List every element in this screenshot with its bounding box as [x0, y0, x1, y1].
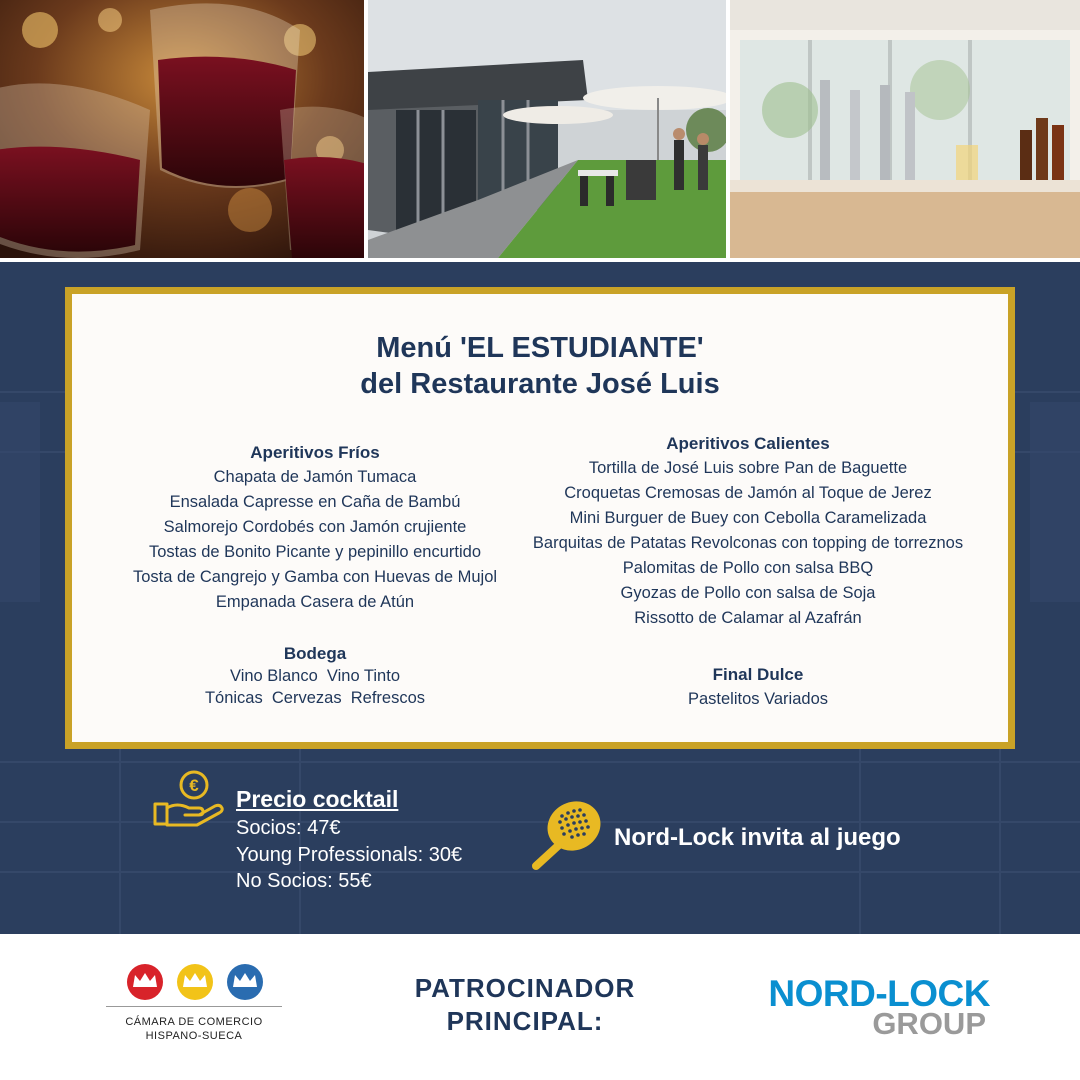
bodega-section: [92, 643, 538, 709]
menu-item: Tostas de Bonito Picante y pepinillo encurtido: [148, 543, 482, 561]
bodega-line: Vino Blanco Vino Tinto: [229, 667, 400, 685]
menu-item: Rissotto de Calamar al Azafrán: [634, 609, 862, 627]
bodega-heading: Bodega: [283, 644, 347, 663]
menu-item: Chapata de Jamón Tumaca: [213, 468, 417, 486]
menu-title: [72, 330, 1008, 402]
sponsor-label: [380, 972, 670, 1038]
bodega-line: Tónicas Cervezas Refrescos: [204, 689, 426, 707]
camara-crowns-logo: [125, 962, 265, 1002]
photo-strip: [0, 0, 1080, 258]
menu-item: Pastelitos Variados: [687, 690, 829, 708]
padel-racket-icon: [526, 800, 606, 874]
menu-title-line2: del Restaurante José Luis: [360, 368, 720, 400]
price-no-socios: No Socios: 55€: [236, 870, 372, 892]
price-block: [236, 783, 462, 895]
menu-item: Tortilla de José Luis sobre Pan de Baguette: [588, 459, 908, 477]
sponsor-line1: PATROCINADOR: [414, 973, 636, 1003]
sponsor-line2: PRINCIPAL:: [446, 1006, 604, 1036]
menu-item: Empanada Casera de Atún: [215, 593, 415, 611]
aperitivos-frios-heading: Aperitivos Fríos: [250, 443, 380, 462]
final-dulce-section: [508, 663, 1008, 711]
menu-item: Barquitas de Patatas Revolconas con topping de torreznos: [532, 534, 964, 552]
menu-item: Palomitas de Pollo con salsa BBQ: [622, 559, 874, 577]
menu-card: [65, 287, 1015, 749]
camara-comercio-text: [106, 1015, 282, 1043]
menu-item: Tosta de Cangrejo y Gamba con Huevas de Mujol: [132, 568, 498, 586]
nord-lock-logo-bottom: GROUP: [872, 1006, 986, 1041]
camara-line2: HISPANO-SUECA: [145, 1030, 243, 1042]
nord-lock-logo-top: NORD-LOCK: [768, 973, 990, 1014]
aperitivos-frios-section: [92, 441, 538, 615]
price-socios: Socios: 47€: [236, 817, 341, 839]
menu-item: Mini Burguer de Buey con Cebolla Caramelizada: [569, 509, 927, 527]
menu-item: Salmorejo Cordobés con Jamón crujiente: [163, 518, 467, 536]
menu-item: Ensalada Capresse en Caña de Bambú: [169, 493, 461, 511]
svg-text:€: €: [189, 776, 199, 795]
menu-item: Croquetas Cremosas de Jamón al Toque de Jerez: [564, 484, 932, 502]
camara-divider: [106, 1006, 282, 1007]
menu-title-line1: Menú 'EL ESTUDIANTE': [376, 332, 704, 364]
aperitivos-calientes-heading: Aperitivos Calientes: [666, 434, 830, 453]
menu-item: Gyozas de Pollo con salsa de Soja: [620, 584, 876, 602]
price-title: Precio cocktail: [236, 786, 399, 812]
price-young-professionals: Young Professionals: 30€: [236, 843, 463, 866]
nord-lock-invite-text: Nord-Lock invita al juego: [614, 824, 901, 851]
hand-euro-coin-icon: [152, 770, 224, 828]
bar-counter-photo: [730, 0, 1080, 258]
wine-glasses-photo: [0, 0, 364, 258]
camara-line1: CÁMARA DE COMERCIO: [125, 1016, 263, 1028]
terrace-photo: [368, 0, 726, 258]
aperitivos-calientes-section: [508, 432, 988, 631]
final-dulce-heading: Final Dulce: [712, 665, 804, 684]
nord-lock-group-logo: [744, 975, 990, 1041]
